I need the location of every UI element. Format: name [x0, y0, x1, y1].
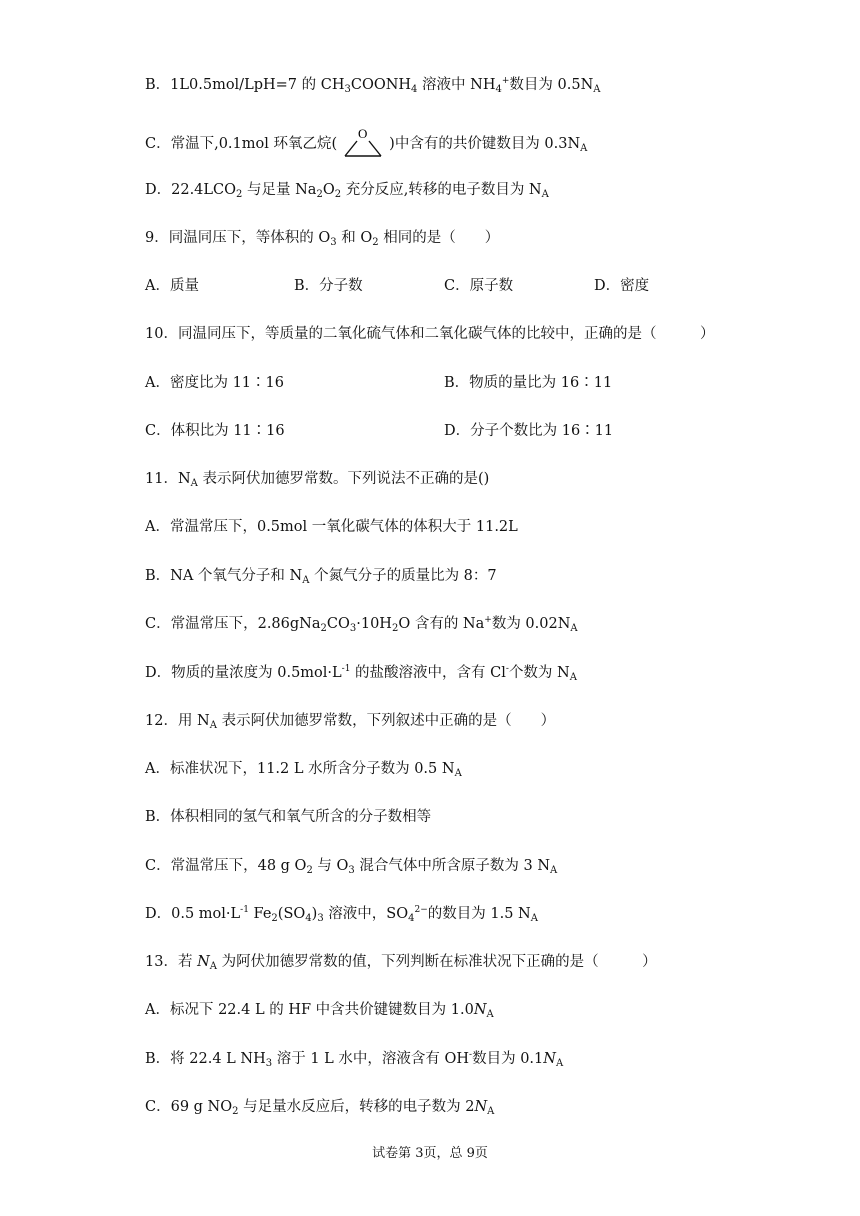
q9-option-d: D．密度 — [594, 278, 650, 294]
page-footer: 试卷第 3页，总 9页 — [372, 1146, 488, 1161]
q11-option-d: D．物质的量浓度为 $0.5mol\cdot L^{-1}$ 的盐酸溶液中，含有 Cl-个数为 $N_A$ — [145, 664, 577, 683]
q9-option-b: B．分子数 — [294, 278, 363, 294]
q9-option-c: C．原子数 — [444, 278, 514, 294]
q11-option-b: B．NA 个氧气分子和 $N_A$ 个氮气分子的质量比为 8：7 — [145, 568, 497, 586]
q12-option-b: B．体积相同的氢气和氧气所含的分子数相等 — [145, 809, 432, 825]
q11-option-a: A．常温常压下，0.5mol 一氧化碳气体的体积大于 11.2L — [145, 519, 518, 535]
q10-stem: 10．同温同压下，等质量的二氧化硫气体和二氧化碳气体的比较中，正确的是（ ） — [145, 326, 715, 342]
q8-option-d: D．$22.4LCO_2$ 与足量 $Na_2O_2$ 充分反应,转移的电子数目为 $N_A$ — [145, 182, 549, 200]
q9-option-a: A．质量 — [145, 278, 199, 294]
q13-stem: 13．若 $N_A$ 为阿伏加德罗常数的值，下列判断在标准状况下正确的是（ ） — [145, 954, 657, 972]
q12-option-d: D．0.5 $mol\cdot L^{-1}$ $Fe_2(SO_4)_3$ 溶液中，$SO_4^{2-}$的数目为 1.5 $N_A$ — [145, 905, 538, 924]
q13-option-b: B．将 22.4 L $NH_3$ 溶于 1 L 水中，溶液含有 OH-数目为 $0.1N_A$ — [145, 1050, 564, 1069]
q9-stem: 9．同温同压下，等体积的 $O_3$ 和 $O_2$ 相同的是（ ） — [145, 230, 500, 248]
oxygen-atom-label: O — [358, 126, 368, 141]
ethylene-oxide-structure-icon — [337, 126, 389, 160]
q10-option-d: D．分子个数比为 16∶11 — [444, 423, 614, 439]
q11-stem: 11．$N_A$ 表示阿伏加德罗常数。下列说法不正确的是() — [145, 471, 490, 489]
q11-option-c: C．常温常压下，$2.86gNa_2CO_3\cdot 10H_2O$ 含有的 Na+数为 $0.02N_A$ — [145, 615, 578, 634]
q12-option-c: C．常温常压下，48 g $O_2$ 与 $O_3$ 混合气体中所含原子数为 3 $N_A$ — [145, 858, 558, 876]
q8-option-b: B．1L0.5mol/LpH=7 的 $CH_3COONH_4$ 溶液中 $NH_4^+$数目为 $0.5N_A$ — [145, 76, 601, 95]
q10-option-c: C．体积比为 11∶16 — [145, 423, 285, 439]
q13-option-c: C．69 g $NO_2$ 与足量水反应后，转移的电子数为 $2N_A$ — [145, 1099, 495, 1117]
q10-option-a: A．密度比为 11∶16 — [145, 375, 284, 391]
q10-option-b: B．物质的量比为 16∶11 — [444, 375, 613, 391]
q12-stem: 12．用 $N_A$ 表示阿伏加德罗常数，下列叙述中正确的是（ ） — [145, 713, 556, 731]
q13-option-a: A．标况下 22.4 L 的 HF 中含共价键键数目为 $1.0N_A$ — [145, 1002, 494, 1020]
q8-option-c: C．常温下,0.1mol 环氧乙烷( O )中含有的共价键数目为 $0.3N_A$ — [145, 126, 587, 160]
q12-option-a: A．标准状况下，11.2 L 水所含分子数为 0.5 $N_A$ — [145, 761, 462, 779]
